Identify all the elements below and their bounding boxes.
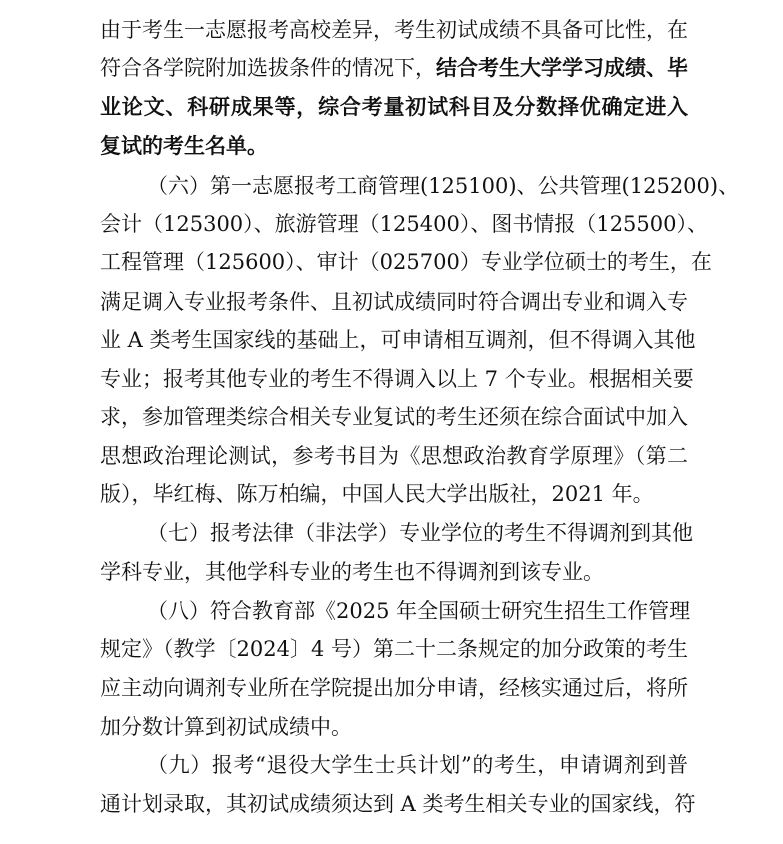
text-line bbox=[100, 92, 688, 122]
text-line bbox=[100, 634, 688, 664]
paragraph-8-start bbox=[147, 596, 691, 626]
text-span: 求，参加管理类综合相关专业复试的考生还须在综合面试中加入 bbox=[100, 405, 688, 429]
text-span: 应主动向调剂专业所在学院提出加分申请，经核实通过后，将所 bbox=[100, 676, 688, 700]
paragraph-7-start bbox=[147, 518, 693, 548]
text-span: （六）第一志愿报考工商管理(125100)、公共管理(125200)、 bbox=[147, 174, 740, 198]
text-line bbox=[100, 15, 688, 45]
text-span: 加分数计算到初试成绩中。 bbox=[100, 715, 352, 739]
bold-text-span: 复试的考生名单。 bbox=[100, 133, 268, 158]
text-line bbox=[100, 402, 688, 432]
text-span: 版），毕红梅、陈万柏编，中国人民大学出版社，2021 年。 bbox=[100, 482, 654, 506]
text-span: （九）报考“退役大学生士兵计划”的考生，申请调剂到普 bbox=[147, 753, 688, 777]
text-span: 由于考生一志愿报考高校差异，考生初试成绩不具备可比性，在 bbox=[100, 18, 688, 42]
text-line bbox=[100, 247, 712, 277]
text-line bbox=[100, 53, 688, 83]
text-span: 专业；报考其他专业的考生不得调入以上 7 个专业。根据相关要 bbox=[100, 367, 694, 391]
text-span: （七）报考法律（非法学）专业学位的考生不得调剂到其他 bbox=[147, 521, 693, 545]
text-span: 规定》（教学〔2024〕4 号）第二十二条规定的加分政策的考生 bbox=[100, 637, 688, 661]
text-span: 思想政治理论测试，参考书目为《思想政治教育学原理》（第二 bbox=[100, 444, 688, 468]
text-span: 学科专业，其他学科专业的考生也不得调剂到该专业。 bbox=[100, 560, 604, 584]
text-line bbox=[100, 131, 688, 161]
text-line bbox=[100, 209, 708, 239]
text-line bbox=[100, 441, 688, 471]
text-line bbox=[100, 673, 688, 703]
paragraph-9-start bbox=[147, 750, 688, 780]
text-line bbox=[100, 287, 688, 317]
text-span: 通计划录取，其初试成绩须达到 A 类考生相关专业的国家线，符 bbox=[100, 792, 696, 816]
text-span: 业 A 类考生国家线的基础上，可申请相互调剂，但不得调入其他 bbox=[100, 328, 696, 352]
text-line bbox=[100, 789, 696, 819]
text-span: 会计（125300）、旅游管理（125400）、图书情报（125500）、 bbox=[100, 212, 708, 236]
text-line bbox=[100, 479, 688, 509]
text-span: 满足调入专业报考条件、且初试成绩同时符合调出专业和调入专 bbox=[100, 290, 688, 314]
text-line bbox=[100, 712, 688, 742]
paragraph-6-start bbox=[147, 171, 740, 201]
text-span: 符合各学院附加选拔条件的情况下， bbox=[100, 56, 436, 80]
text-line bbox=[100, 364, 694, 394]
text-line bbox=[100, 325, 696, 355]
text-line bbox=[100, 557, 688, 587]
text-span: （八）符合教育部《2025 年全国硕士研究生招生工作管理 bbox=[147, 599, 691, 623]
bold-text-span: 结合考生大学学习成绩、毕 bbox=[436, 55, 688, 80]
bold-text-span: 业论文、科研成果等，综合考量初试科目及分数择优确定进入 bbox=[100, 94, 688, 119]
text-span: 工程管理（125600）、审计（025700）专业学位硕士的考生，在 bbox=[100, 250, 712, 274]
